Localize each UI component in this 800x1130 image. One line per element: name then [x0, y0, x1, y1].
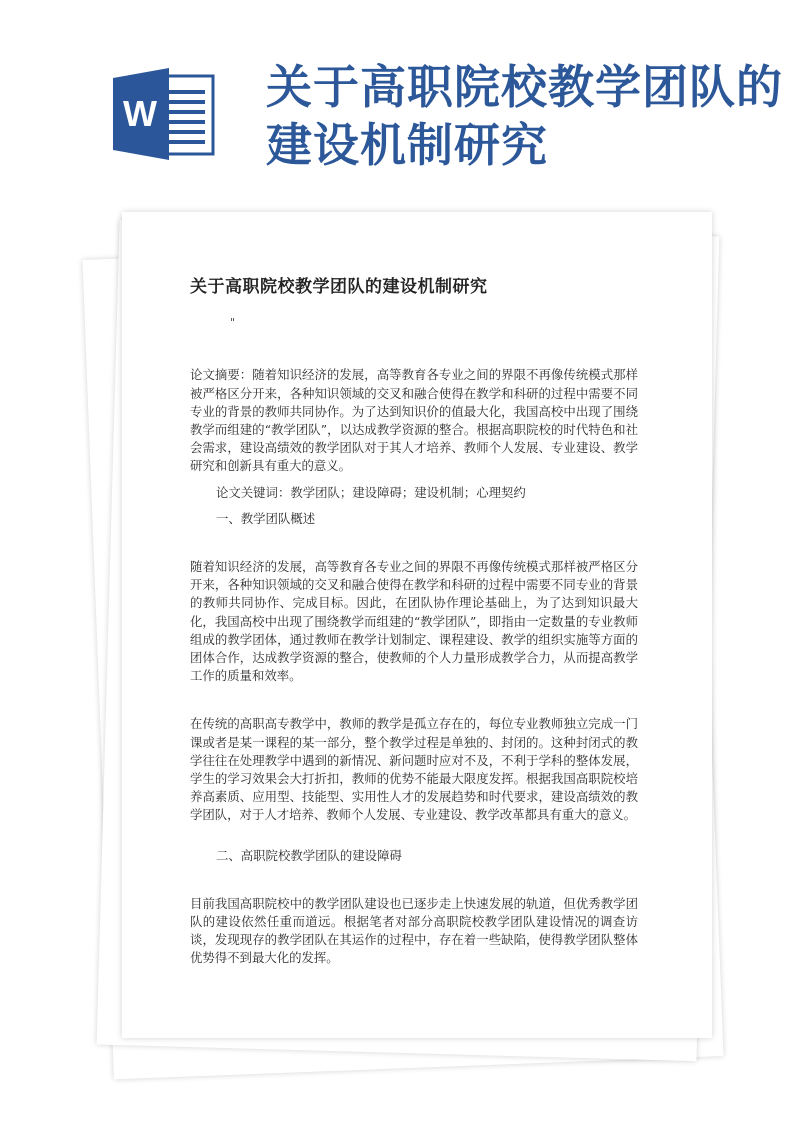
section-heading-2: 二、高职院校教学团队的建设障碍	[216, 847, 402, 863]
document-title: 关于高职院校教学团队的建设机制研究	[190, 277, 488, 297]
body-paragraph-3: 目前我国高职院校中的教学团队建设也已逐步走上快速发展的轨道，但优秀教学团队的建设依然任重而道远。根据笔者对部分高职院校教学团队建设情况的调查访谈，发现现存的教学团队在其运作的过程中，存在着一些缺陷，使得教学团队整体优势得不到最大化的发挥。	[190, 895, 638, 966]
abstract-paragraph: 论文摘要：随着知识经济的发展，高等教育各专业之间的界限不再像传统模式那样被严格区分开来，各种知识领域的交叉和融合使得在教学和科研的过程中需要不同专业的背景的教师共同协作。为了达到知识价的值最大化，我国高校中出现了围绕教学而组建的“教学团队”，以达成教学资源的整合。根据高职院校的时代特色和社会需求，建设高绩效的教学团队对于其人才培养、教师个人发展、专业建设、教学研究和创新具有重大的意义。	[190, 367, 638, 474]
keywords-line: 论文关键词：教学团队；建设障碍；建设机制；心理契约	[216, 484, 526, 500]
document-body	[190, 278, 638, 968]
word-document-icon	[113, 68, 217, 160]
quote-mark: "	[230, 316, 236, 330]
word-icon-letter: W	[123, 93, 157, 134]
page-title: 关于高职院校教学团队的建设机制研究	[266, 60, 783, 172]
section-heading-1: 一、教学团队概述	[216, 510, 316, 526]
header	[0, 0, 800, 220]
body-paragraph-2: 在传统的高职高专教学中，教师的教学是孤立存在的，每位专业教师独立完成一门课或者是某一课程的某一部分，整个教学过程是单独的、封闭的。这种封闭式的教学往往在处理教学中遇到的新情况、新问题时应对不及，不利于学科的整体发展，学生的学习效果会大打折扣，教师的优势不能最大限度发挥。根据我国高职院校培养高素质、应用型、技能型、实用性人才的发展趋势和时代要求，建设高绩效的教学团队，对于人才培养、教师个人发展、专业建设、教学改革都具有重大的意义。	[190, 716, 638, 823]
body-paragraph-1: 随着知识经济的发展，高等教育各专业之间的界限不再像传统模式那样被严格区分开来，各种知识领域的交叉和融合使得在教学和科研的过程中需要不同专业的背景的教师共同协作、完成目标。因此，在团队协作理论基础上，为了达到知识最大化，我国高校中出现了围绕教学而组建的“教学团队”，即指由一定数量的专业教师组成的教学团体，通过教师在教学计划制定、课程建设、教学的组织实施等方面的团体合作，达成教学资源的整合，使教师的个人力量形成教学合力，从而提高教学工作的质量和效率。	[190, 559, 638, 684]
